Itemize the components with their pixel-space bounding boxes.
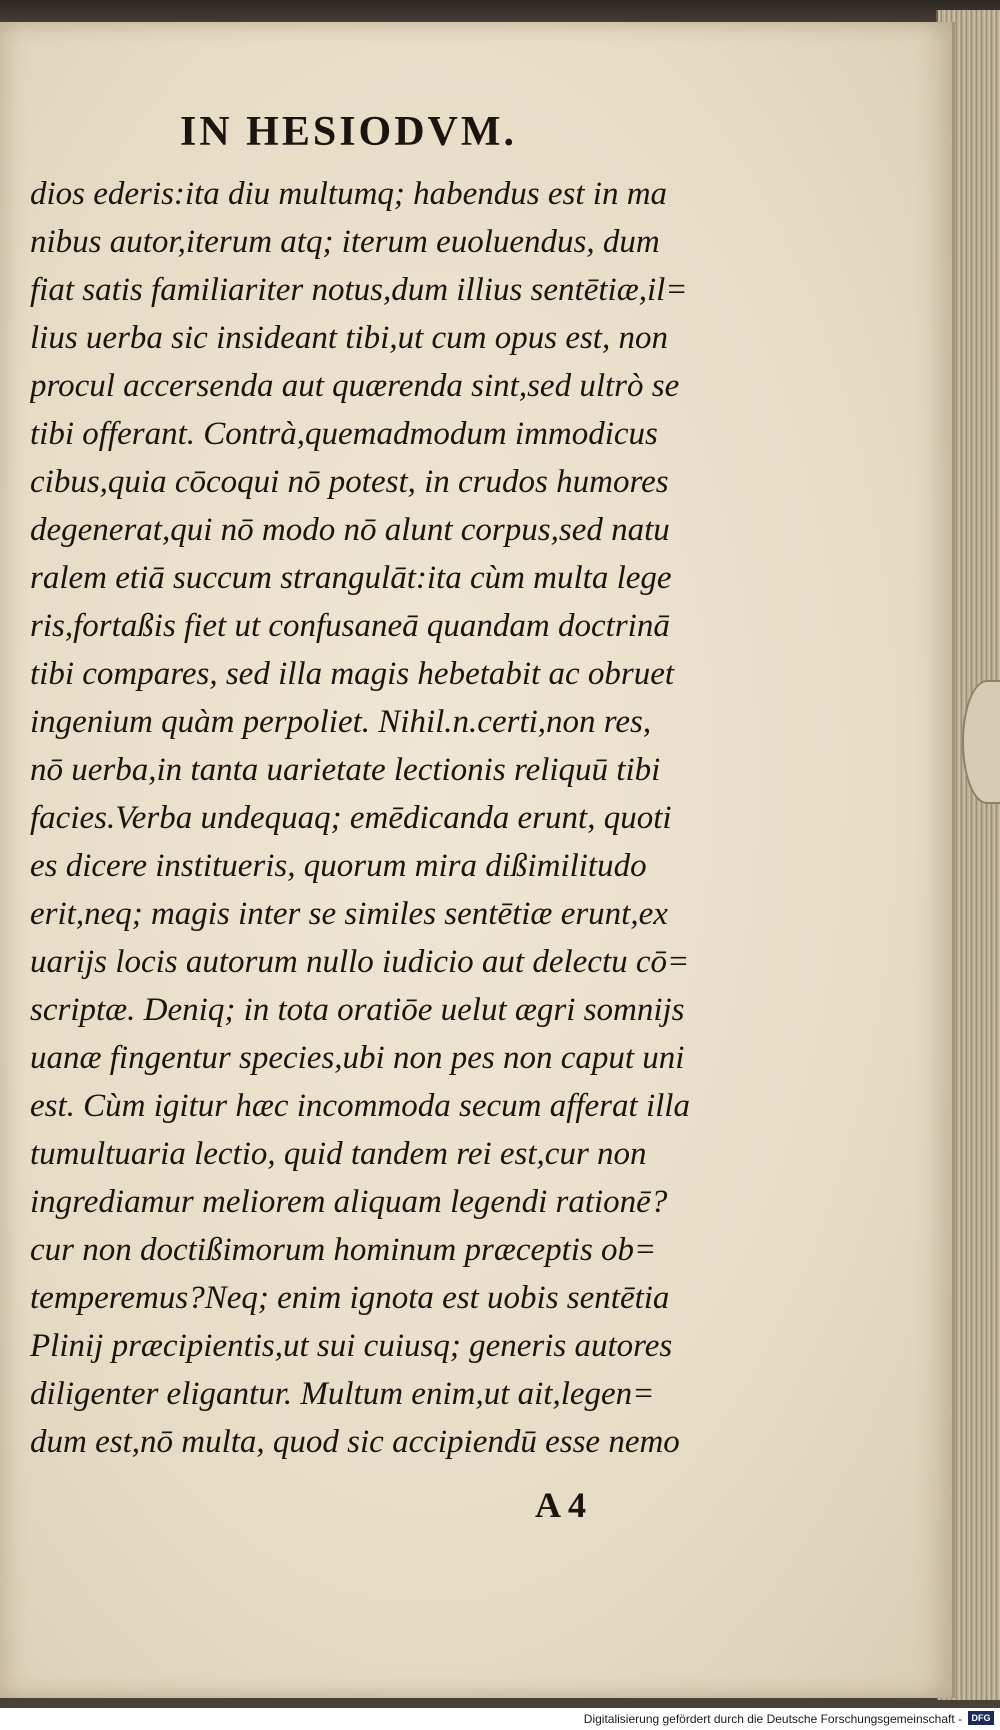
text-line: ralem etiā succum strangulāt:ita cùm multa lege <box>30 560 672 596</box>
book-page <box>0 22 955 1698</box>
text-line: uanæ fingentur species,ubi non pes non caput uni <box>30 1040 685 1076</box>
text-line: procul accersenda aut quærenda sint,sed ultrò se <box>30 368 680 404</box>
text-line: tibi compares, sed illa magis hebetabit ac obruet <box>30 656 675 692</box>
text-line: erit,neq; magis inter se similes sentētiæ erunt,ex <box>30 896 668 932</box>
text-line: dum est,nō multa, quod sic accipiendū esse nemo <box>30 1424 680 1460</box>
text-line: Plinij præcipientis,ut sui cuiusq; generis autores <box>30 1328 673 1364</box>
text-line: cibus,quia cōcoqui nō potest, in crudos humores <box>30 464 669 500</box>
text-line: scriptæ. Deniq; in tota oratiōe uelut ægri somnijs <box>30 992 685 1028</box>
dfg-logo: DFG <box>968 1711 994 1725</box>
text-line: es dicere institueris, quorum mira dißimilitudo <box>30 848 647 884</box>
text-line: facies.Verba undequaq; emēdicanda erunt, quoti <box>30 800 672 836</box>
signature-mark: A 4 <box>535 1485 587 1525</box>
text-line: fiat satis familiariter notus,dum illius sentētiæ,il= <box>30 272 688 308</box>
text-line: degenerat,qui nō modo nō alunt corpus,sed natu <box>30 512 670 548</box>
text-line: est. Cùm igitur hæc incommoda secum afferat illa <box>30 1088 690 1124</box>
text-line: ris,fortaßis fiet ut confusaneā quandam doctrinā <box>30 608 670 644</box>
text-line: lius uerba sic insideant tibi,ut cum opus est, non <box>30 320 668 356</box>
text-line: dios ederis:ita diu multumq; habendus est in ma <box>30 176 668 212</box>
text-line: temperemus?Neq; enim ignota est uobis sentētia <box>30 1280 670 1316</box>
text-line: ingenium quàm perpoliet. Nihil.n.certi,non res, <box>30 704 652 740</box>
digitization-credit: Digitalisierung gefördert durch die Deutsche Forschungsgemeinschaft - <box>583 1712 962 1726</box>
text-line: uariјs locis autorum nullo iudicio aut delectu cō= <box>30 944 690 980</box>
text-line: nibus autor,iterum atq; iterum euoluendus, dum <box>30 224 660 260</box>
text-line: tumultuaria lectio, quid tandem rei est,cur non <box>30 1136 647 1172</box>
text-line: ingrediamur meliorem aliquam legendi rationē? <box>30 1184 668 1220</box>
text-line: tibi offerant. Contrà,quemadmodum immodicus <box>30 416 658 452</box>
text-line: diligenter eligantur. Multum enim,ut ait,legen= <box>30 1376 655 1412</box>
running-head: IN HESIODVM. <box>180 109 518 155</box>
text-line: cur non doctißimorum hominum præceptis ob= <box>30 1232 657 1268</box>
text-block <box>30 170 750 1466</box>
text-line: nō uerba,in tanta uarietate lectionis reliquū tibi <box>30 752 661 788</box>
